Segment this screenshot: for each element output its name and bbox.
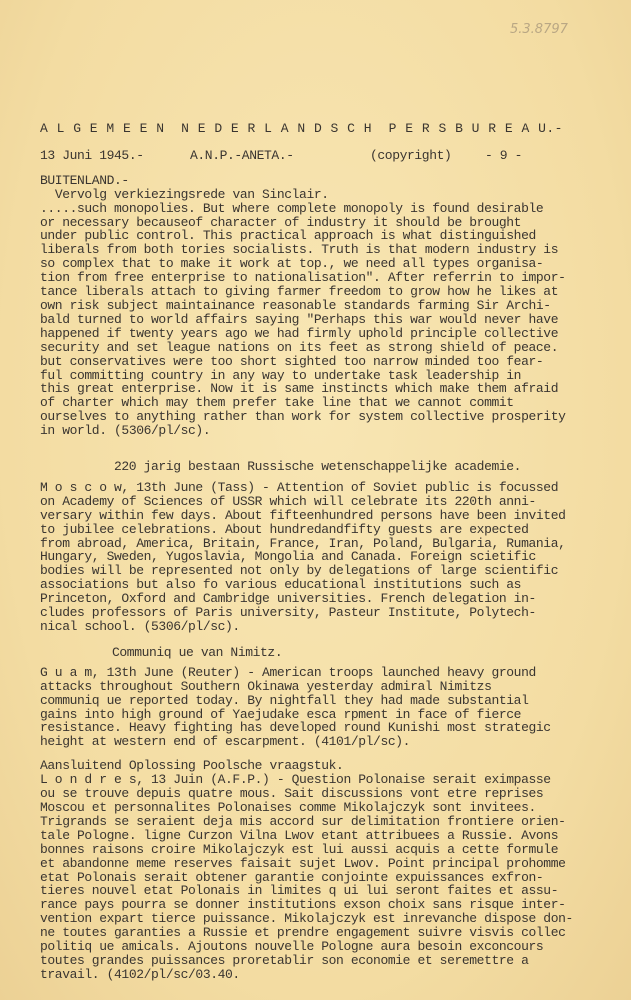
source: A.N.P.-ANETA.- xyxy=(190,147,294,163)
line: communiq ue reported today. By nightfall they had made substantial xyxy=(40,692,529,708)
line: under public control. This practical approach is what distinguished xyxy=(40,228,536,244)
article-heading: Aansluitend Oplossing Poolsche vraagstuk. xyxy=(40,758,344,774)
line: ourselves to anything rather than work for system collective prosperity xyxy=(40,409,566,425)
line: tieres nouvel etat Polonais in limites q ui lui seront faites et assu- xyxy=(40,883,559,899)
article-academy xyxy=(40,481,600,634)
line: travail. (4102/pl/sc/03.40. xyxy=(40,966,240,982)
section-title: BUITENLAND.- xyxy=(40,172,129,188)
line: so complex that to make it work at top., we need all types organisa- xyxy=(40,256,544,272)
line: happened if twenty years ago we had firmly uphold principle collective xyxy=(40,325,559,341)
article-heading: Vervolg verkiezingsrede van Sinclair. xyxy=(40,186,329,202)
line: in world. (5306/pl/sc). xyxy=(40,423,211,439)
line: this great enterprise. Now it is same instincts which make them afraid xyxy=(40,381,559,397)
line: L o n d r e s, 13 Juin (A.F.P.) - Question Polonaise serait eximpasse xyxy=(40,772,551,788)
line: ful committing country in any way to undertake task leadership in xyxy=(40,367,522,383)
line: tion from free enterprise to nationalisation". After referrin to impor- xyxy=(40,270,566,286)
line: to jubilee celebrations. About hundredandfifty guests are expected xyxy=(40,521,529,537)
line: ou se trouve depuis quatre mous. Sait discussions vont etre reprises xyxy=(40,786,544,802)
line: resistance. Heavy fighting has developed round Kunishi most strategic xyxy=(40,720,551,736)
line: but conservatives were too short sighted too narrow minded too fear- xyxy=(40,353,544,369)
page-number: - 9 - xyxy=(485,147,523,163)
line: or necessary becauseof character of industry it should be brought xyxy=(40,214,522,230)
line: security and set league nations on its feet as strong shield of peace. xyxy=(40,339,559,355)
archive-number-stamp: 5.3.8797 xyxy=(510,22,568,37)
line: M o s c o w, 13th June (Tass) - Attention of Soviet public is focussed xyxy=(40,479,559,495)
line: associations but also fo various educational institutions such as xyxy=(40,577,522,593)
line: versary within few days. About fifteenhundred persons have been invited xyxy=(40,507,566,523)
line: of charter which may them prefer take line that we cannot commit xyxy=(40,395,514,411)
line: attacks throughout Southern Okinawa yesterday admiral Nimitzs xyxy=(40,678,492,694)
line: Trigrands se seraient deja mis accord sur delimitation frontiere orien- xyxy=(40,813,566,829)
line: toutes grandes puissances proretablir son economie et seremettre a xyxy=(40,952,529,968)
article-poland xyxy=(40,773,600,982)
line: own risk subject maintainance reasonable standards farming Sir Archi- xyxy=(40,297,551,313)
line: politiq ue amicals. Ajoutons nouvelle Pologne aura besoin exconcours xyxy=(40,939,544,955)
line: Moscou et personnalites Polonaises comme Mikolajczyk sont invitees. xyxy=(40,799,536,815)
line: Hungary, Sweden, Yugoslavia, Mongolia and Canada. Foreign scietific xyxy=(40,549,536,565)
document-page xyxy=(40,122,600,982)
line: ne toutes garanties a Russie et prendre engagement suivre visvis collec xyxy=(40,925,566,941)
line: bald turned to world affairs saying "Perhaps this war would never have xyxy=(40,311,559,327)
line: et abandonne meme reserves faisait sujet Lwov. Point principal prohomme xyxy=(40,855,566,871)
line: cludes professors of Paris university, Pasteur Institute, Polytech- xyxy=(40,605,536,621)
line: nical school. (5306/pl/sc). xyxy=(40,619,240,634)
line: G u a m, 13th June (Reuter) - American troops launched heavy ground xyxy=(40,664,536,680)
line: gains into high ground of Yaejudake esca rpment in face of fierce xyxy=(40,706,522,722)
line: on Academy of Sciences of USSR which will celebrate its 220th anni- xyxy=(40,493,536,509)
line: bonnes raisons croire Mikolajczyk est lui aussi acquis a cette formule xyxy=(40,841,559,857)
agency-header: A L G E M E E N N E D E R L A N D S C H P E R S B U R E A U.- xyxy=(40,121,563,136)
article-sinclair xyxy=(40,188,600,438)
meta-line xyxy=(40,149,600,163)
line: etat Polonais serait obtener garantie conjointe expuissances exfron- xyxy=(40,869,544,885)
line: tance liberals attach to giving farmer freedom to grow how he likes at xyxy=(40,284,559,300)
article-heading: Communiq ue van Nimitz. xyxy=(112,644,283,660)
line: vention expart tierce puissance. Mikolajczyk est inrevanche dispose don- xyxy=(40,911,573,927)
article-nimitz xyxy=(40,666,600,749)
line: height at western end of escarpment. (4101/pl/sc). xyxy=(40,734,411,750)
line: Princeton, Oxford and Cambridge universities. French delegation in- xyxy=(40,591,536,607)
line: .....such monopolies. But where complete monopoly is found desirable xyxy=(40,200,544,216)
line: bodies will be represented not only by delegations of large scientific xyxy=(40,563,559,579)
line: from abroad, America, Britain, France, Iran, Poland, Bulgaria, Rumania, xyxy=(40,535,566,551)
article-heading: 220 jarig bestaan Russische wetenschappelijke academie. xyxy=(114,459,522,475)
date: 13 Juni 1945.- xyxy=(40,147,144,163)
copyright: (copyright) xyxy=(370,147,452,163)
line: liberals from both tories socialists. Truth is that modern industry is xyxy=(40,242,559,258)
line: tale Pologne. ligne Curzon Vilna Lwov etant attribuees a Russie. Avons xyxy=(40,827,559,843)
line: rance pays pourra se donner institutions exson choix sans risque inter- xyxy=(40,897,566,913)
